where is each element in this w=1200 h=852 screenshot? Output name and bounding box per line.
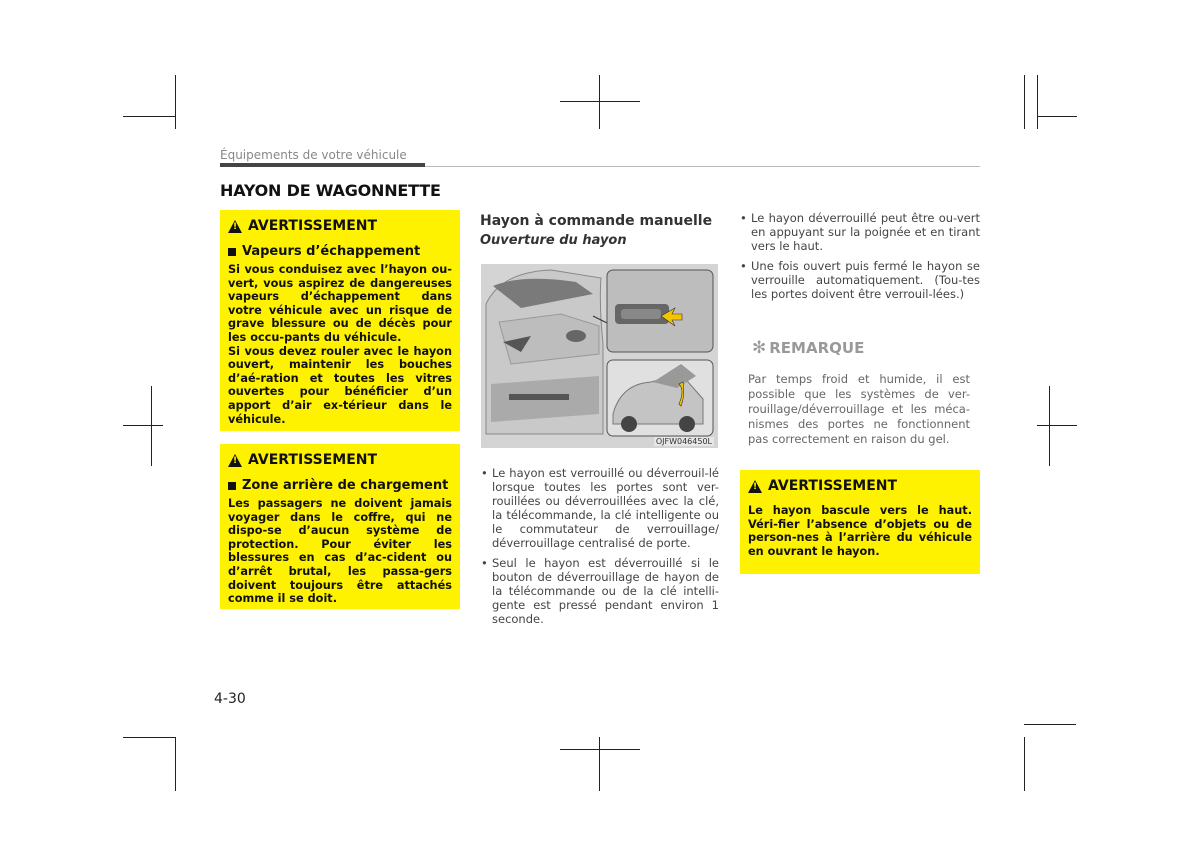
square-bullet-icon: [228, 482, 236, 490]
asterisk-icon: ✻: [752, 338, 767, 358]
warning-icon: [748, 480, 762, 493]
warning-box-tailgate: [740, 470, 980, 574]
subsection-subtitle: Ouverture du hayon: [480, 233, 627, 248]
remark-title: REMARQUE: [769, 339, 865, 357]
tailgate-illustration: [481, 264, 718, 448]
remark-body: Par temps froid et humide, il est possible que les systèmes de ver-rouillage/déverrouillage et les méca-nismes des portes ne fonctionnent pas correctement en raison du gel.: [748, 372, 970, 446]
header-rule: [425, 166, 980, 167]
warning-box-cargo: [220, 444, 460, 609]
subsection-title: Hayon à commande manuelle: [480, 213, 713, 229]
list-item: • Seul le hayon est déverrouillé si le bouton de déverrouillage de hayon de la télécommande ou de la clé intelli-gente est pressé pendant environ 1 seconde.: [481, 556, 719, 626]
list-item: • Le hayon est verrouillé ou déverrouil-lé lorsque toutes les portes sont ver-rouillées ou déverrouillées avec la clé, la télécommande, la clé intelligente ou le commutateur de verrouillage/ déverrouillage centralisé de porte.: [481, 466, 719, 550]
warning-body-2: Si vous devez rouler avec le hayon ouvert, maintenir les bouches d’aé-ration et toutes les vitres ouvertes pour bénéficier d’un apport d’air ex-térieur dans le véhicule.: [228, 344, 452, 426]
bullet-list-right: [740, 211, 980, 307]
warning-subtitle: Zone arrière de chargement: [242, 478, 449, 493]
warning-body: Le hayon bascule vers le haut. Véri-fier l’absence d’objets ou de person-nes à l’arrière du véhicule en ouvrant le hayon.: [748, 504, 972, 558]
running-header: Équipements de votre véhicule: [220, 148, 407, 162]
warning-title: AVERTISSEMENT: [248, 452, 378, 468]
warning-icon: [228, 454, 242, 467]
warning-box-exhaust: [220, 210, 460, 431]
bullet-list-middle: [481, 466, 719, 632]
figure-code: OJFW046450L: [655, 437, 712, 446]
warning-icon: [228, 220, 242, 233]
page-number: 4-30: [214, 691, 246, 707]
remark-heading: [752, 338, 864, 358]
car-rear-illustration: [481, 264, 718, 448]
warning-title: AVERTISSEMENT: [248, 218, 378, 234]
header-bar: [220, 163, 425, 167]
warning-title: AVERTISSEMENT: [768, 478, 898, 494]
list-item: • Une fois ouvert puis fermé le hayon se verrouille automatiquement. (Tou-tes les portes doivent être verrouil-lées.): [740, 259, 980, 301]
list-item: • Le hayon déverrouillé peut être ou-vert en appuyant sur la poignée et en tirant vers le haut.: [740, 211, 980, 253]
page-title: HAYON DE WAGONNETTE: [220, 181, 441, 200]
warning-subtitle: Vapeurs d’échappement: [242, 244, 421, 259]
square-bullet-icon: [228, 248, 236, 256]
warning-body: Les passagers ne doivent jamais voyager dans le coffre, qui ne dispo-se d’aucun système de protection. Pour éviter les blessures en cas d’ac-cident ou d’arrêt brutal, les passa-gers doivent toujours être attachés comme il se doit.: [228, 497, 452, 606]
warning-body: Si vous conduisez avec l’hayon ou-vert, vous aspirez de dangereuses vapeurs d’échappement dans votre véhicule avec un risque de grave blessure ou de décès pour les occu-pants du véhicule.: [228, 263, 452, 344]
